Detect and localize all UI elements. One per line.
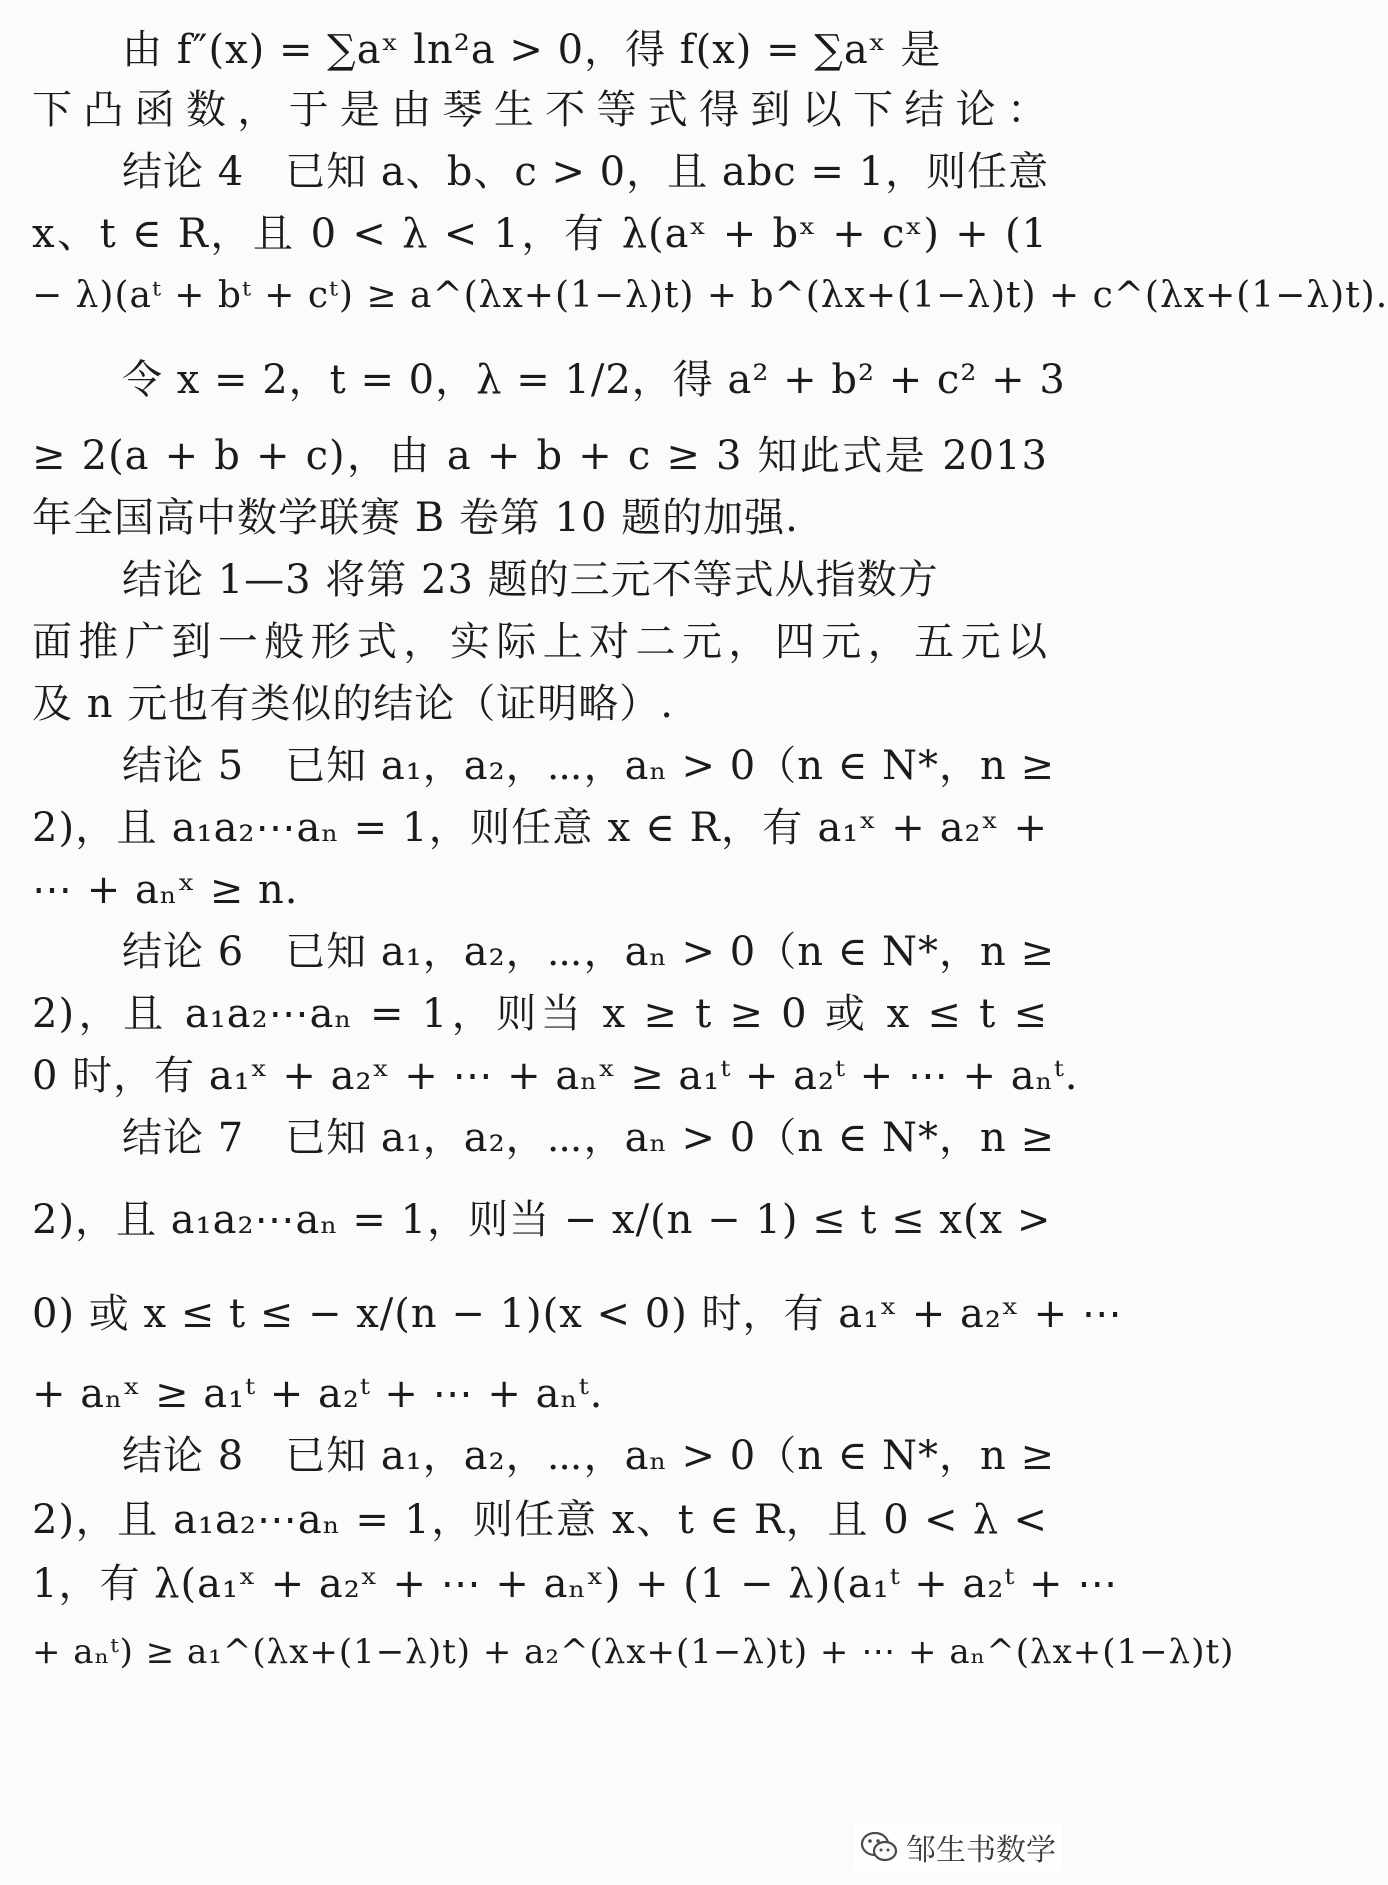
text-line-16: 2)，且 a₁a₂⋯aₙ = 1，则当 x ≥ t ≥ 0 或 x ≤ t ≤ [32,991,1048,1037]
text-line-20: 0) 或 x ≤ t ≤ − x/(n − 1)(x < 0) 时，有 a₁ˣ + a₂ˣ + ⋯ [32,1291,1123,1337]
text-line-8: 年全国高中数学联赛 B 卷第 10 题的加强. [32,495,799,541]
text-line-25: + aₙᵗ) ≥ a₁^(λx+(1−λ)t) + a₂^(λx+(1−λ)t) + ⋯ + aₙ^(λx+(1−λ)t) [32,1632,1235,1672]
text-line-23: 2)，且 a₁a₂⋯aₙ = 1，则任意 x、t ∈ R，且 0 < λ < [32,1497,1048,1543]
text-line-2: 下凸函数，于是由琴生不等式得到以下结论： [32,87,1048,133]
text-line-14: ⋯ + aₙˣ ≥ n. [32,867,299,913]
text-line-3: 结论 4 已知 a、b、c > 0，且 abc = 1，则任意 [122,149,1050,195]
text-line-15: 结论 6 已知 a₁，a₂，⋯，aₙ > 0（n ∈ N*，n ≥ [122,929,1055,975]
text-line-17: 0 时，有 a₁ˣ + a₂ˣ + ⋯ + aₙˣ ≥ a₁ᵗ + a₂ᵗ + ⋯ + aₙᵗ. [32,1053,1079,1099]
text-line-22: 结论 8 已知 a₁，a₂，⋯，aₙ > 0（n ∈ N*，n ≥ [122,1433,1055,1479]
text-line-9: 结论 1—3 将第 23 题的三元不等式从指数方 [122,557,939,603]
watermark [854,1823,1062,1871]
text-line-18: 结论 7 已知 a₁，a₂，⋯，aₙ > 0（n ∈ N*，n ≥ [122,1115,1055,1161]
text-line-6: 令 x = 2，t = 0，λ = 1/2，得 a² + b² + c² + 3 [122,357,1066,403]
text-line-5: − λ)(aᵗ + bᵗ + cᵗ) ≥ a^(λx+(1−λ)t) + b^(λx+(1−λ)t) + c^(λx+(1−λ)t). [32,275,1388,316]
text-line-19: 2)，且 a₁a₂⋯aₙ = 1，则当 − x/(n − 1) ≤ t ≤ x(x > [32,1197,1052,1243]
text-line-12: 结论 5 已知 a₁，a₂，⋯，aₙ > 0（n ∈ N*，n ≥ [122,743,1055,789]
wechat-icon [860,1830,898,1864]
text-line-4: x、t ∈ R，且 0 < λ < 1，有 λ(aˣ + bˣ + cˣ) + (1 [32,211,1048,257]
text-line-11: 及 n 元也有类似的结论（证明略）. [32,681,674,727]
watermark-text: 邹生书数学 [906,1833,1056,1868]
text-line-13: 2)，且 a₁a₂⋯aₙ = 1，则任意 x ∈ R，有 a₁ˣ + a₂ˣ + [32,805,1048,851]
text-line-7: ≥ 2(a + b + c)，由 a + b + c ≥ 3 知此式是 2013 [32,433,1048,479]
text-line-21: + aₙˣ ≥ a₁ᵗ + a₂ᵗ + ⋯ + aₙᵗ. [32,1371,604,1417]
text-line-1: 由 f″(x) = ∑aˣ ln²a > 0，得 f(x) = ∑aˣ 是 [122,27,942,73]
text-line-24: 1，有 λ(a₁ˣ + a₂ˣ + ⋯ + aₙˣ) + (1 − λ)(a₁ᵗ + a₂ᵗ + ⋯ [32,1561,1119,1607]
text-line-10: 面推广到一般形式，实际上对二元，四元，五元以 [32,619,1048,665]
